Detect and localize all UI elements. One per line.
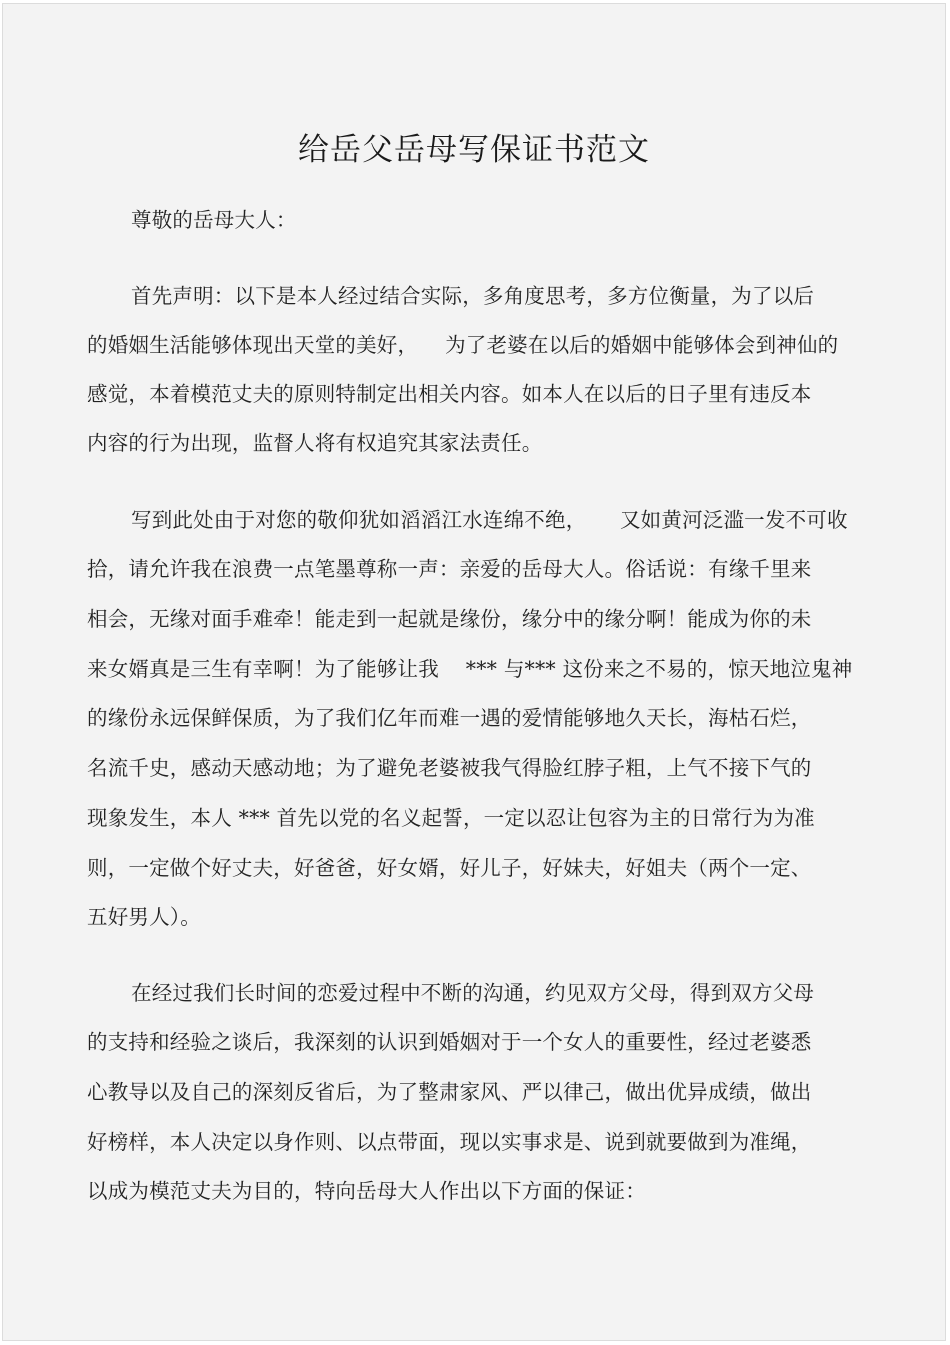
paragraph-2-line-6: 名流千史，感动天感动地；为了避免老婆被我气得脸红脖子粗，上气不接下气的	[87, 756, 812, 780]
paragraph-3-line-1: 在经过我们长时间的恋爱过程中不断的沟通，约见双方父母，得到双方父母	[131, 981, 815, 1005]
paragraph-3-line-4: 好榜样，本人决定以身作则、以点带面，现以实事求是、说到就要做到为准绳，	[87, 1130, 812, 1154]
paragraph-2-line-3: 相会，无缘对面手难牵！能走到一起就是缘份，缘分中的缘分啊！能成为你的未	[87, 607, 812, 631]
paragraph-2-line-4: 来女婿真是三生有幸啊！为了能够让我 *** 与*** 这份来之不易的，惊天地泣鬼神	[87, 657, 853, 681]
paragraph-1-line-3: 感觉，本着模范丈夫的原则特制定出相关内容。如本人在以后的日子里有违反本	[87, 382, 812, 406]
paragraph-2-line-1: 写到此处由于对您的敬仰犹如滔滔江水连绵不绝， 又如黄河泛滥一发不可收	[131, 508, 848, 532]
paragraph-2-line-2: 拾，请允许我在浪费一点笔墨尊称一声：亲爱的岳母大人。俗话说：有缘千里来	[87, 557, 812, 581]
paragraph-3-line-3: 心教导以及自己的深刻反省后，为了整肃家风、严以律己，做出优异成绩，做出	[87, 1080, 812, 1104]
salutation: 尊敬的岳母大人：	[131, 208, 297, 232]
document-page	[2, 3, 946, 1341]
paragraph-2-line-7: 现象发生，本人 *** 首先以党的名义起誓，一定以忍让包容为主的日常行为为准	[87, 806, 815, 830]
paragraph-3-line-2: 的支持和经验之谈后，我深刻的认识到婚姻对于一个女人的重要性，经过老婆悉	[87, 1030, 812, 1054]
paragraph-2-line-8: 则，一定做个好丈夫，好爸爸，好女婿，好儿子，好妹夫，好姐夫（两个一定、	[87, 856, 812, 880]
document-title: 给岳父岳母写保证书范文	[298, 132, 650, 168]
paragraph-2-line-5: 的缘份永远保鲜保质，为了我们亿年而难一遇的爱情能够地久天长，海枯石烂，	[87, 706, 812, 730]
paragraph-1-line-1: 首先声明：以下是本人经过结合实际，多角度思考，多方位衡量，为了以后	[131, 284, 815, 308]
paragraph-2-line-9: 五好男人）。	[87, 905, 201, 929]
paragraph-1-line-2: 的婚姻生活能够体现出天堂的美好， 为了老婆在以后的婚姻中能够体会到神仙的	[87, 333, 839, 357]
paragraph-1-line-4: 内容的行为出现，监督人将有权追究其家法责任。	[87, 431, 543, 455]
paragraph-3-line-5: 以成为模范丈夫为目的，特向岳母大人作出以下方面的保证：	[87, 1179, 646, 1203]
